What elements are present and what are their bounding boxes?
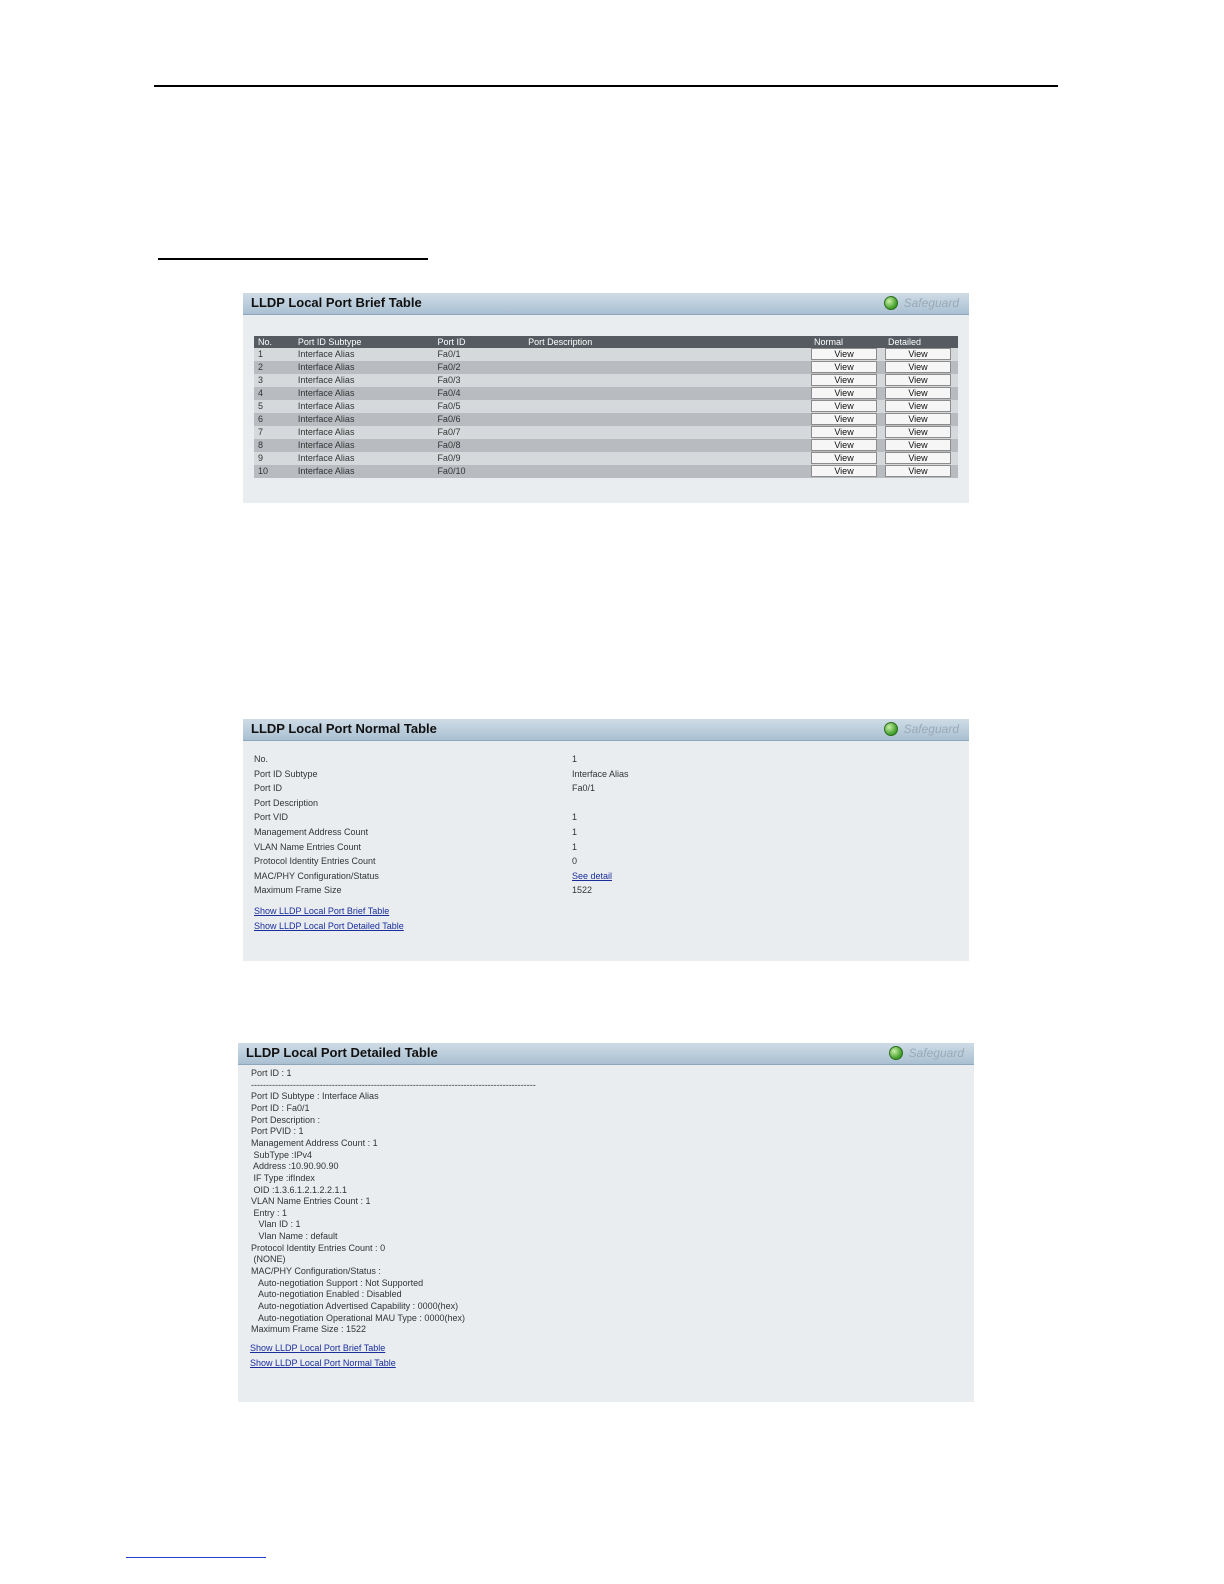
cell-port-description bbox=[524, 413, 810, 426]
cell-port-id-subtype: Interface Alias bbox=[294, 400, 434, 413]
cell-port-description bbox=[524, 361, 810, 374]
table-row bbox=[254, 439, 958, 452]
cell-no: 6 bbox=[254, 413, 294, 426]
detail-line: Port PVID : 1 bbox=[251, 1126, 304, 1137]
cell-no: 8 bbox=[254, 439, 294, 452]
cell-no: 1 bbox=[254, 348, 294, 361]
detailed-view-cell bbox=[884, 426, 958, 439]
col-header-port-description: Port Description bbox=[524, 336, 810, 348]
normal-view-cell bbox=[810, 361, 884, 374]
detail-line: Address :10.90.90.90 bbox=[251, 1161, 339, 1172]
detailed-view-cell bbox=[884, 387, 958, 400]
field-label: Port ID bbox=[254, 783, 283, 794]
safeguard-label: Safeguard bbox=[903, 722, 959, 736]
detail-line: Port Description : bbox=[251, 1114, 321, 1125]
field-label: Port Description bbox=[254, 797, 319, 808]
detail-line: OID :1.3.6.1.2.1.2.2.1.1 bbox=[251, 1184, 348, 1195]
safeguard-status-icon bbox=[884, 296, 898, 310]
cell-port-id-subtype: Interface Alias bbox=[294, 413, 434, 426]
detail-line: (NONE) bbox=[251, 1254, 286, 1265]
detail-line: IF Type :ifIndex bbox=[251, 1172, 315, 1183]
table-row bbox=[254, 361, 958, 374]
field-label: Maximum Frame Size bbox=[254, 885, 342, 896]
detailed-view-button[interactable]: View bbox=[885, 374, 951, 386]
show-brief-table-link[interactable]: Show LLDP Local Port Brief Table bbox=[250, 1343, 386, 1353]
detailed-view-cell bbox=[884, 413, 958, 426]
safeguard-label: Safeguard bbox=[908, 1046, 964, 1060]
cell-port-id: Fa0/7 bbox=[433, 426, 524, 439]
cell-port-id-subtype: Interface Alias bbox=[294, 374, 434, 387]
normal-view-cell bbox=[810, 374, 884, 387]
cell-port-id-subtype: Interface Alias bbox=[294, 452, 434, 465]
detailed-view-button[interactable]: View bbox=[885, 426, 951, 438]
detailed-view-button[interactable]: View bbox=[885, 452, 951, 464]
table-row bbox=[254, 400, 958, 413]
lldp-normal-panel bbox=[243, 719, 969, 961]
page-top-rule bbox=[154, 85, 1058, 87]
field-label: Protocol Identity Entries Count bbox=[254, 856, 376, 867]
brief-table bbox=[254, 336, 958, 478]
detail-line: Auto-negotiation Operational MAU Type : 0000(hex) bbox=[251, 1312, 465, 1323]
normal-view-cell bbox=[810, 439, 884, 452]
detail-line: Maximum Frame Size : 1522 bbox=[251, 1324, 367, 1335]
panel-title: LLDP Local Port Brief Table bbox=[251, 295, 422, 310]
field-value: 1522 bbox=[572, 885, 593, 896]
detail-line: ----------------------------------------------------------------------------------------------- bbox=[251, 1079, 536, 1090]
normal-view-cell bbox=[810, 348, 884, 361]
table-header-row bbox=[254, 336, 958, 348]
cell-no: 9 bbox=[254, 452, 294, 465]
normal-view-cell bbox=[810, 400, 884, 413]
detailed-view-button[interactable]: View bbox=[885, 439, 951, 451]
normal-view-cell bbox=[810, 452, 884, 465]
detailed-view-cell bbox=[884, 465, 958, 478]
cell-port-description bbox=[524, 426, 810, 439]
cell-port-id-subtype: Interface Alias bbox=[294, 361, 434, 374]
detail-line: Auto-negotiation Advertised Capability : 0000(hex) bbox=[251, 1301, 459, 1311]
detailed-view-button[interactable]: View bbox=[885, 361, 951, 373]
detail-line: Port ID Subtype : Interface Alias bbox=[251, 1091, 379, 1102]
cell-port-description bbox=[524, 452, 810, 465]
col-header-normal: Normal bbox=[810, 336, 884, 348]
table-row bbox=[254, 413, 958, 426]
detail-line: Vlan ID : 1 bbox=[251, 1219, 301, 1230]
detailed-view-cell bbox=[884, 439, 958, 452]
normal-view-button[interactable]: View bbox=[811, 374, 877, 386]
table-row bbox=[254, 387, 958, 400]
detail-line: Vlan Name : default bbox=[251, 1231, 338, 1242]
cell-port-id-subtype: Interface Alias bbox=[294, 387, 434, 400]
detailed-view-cell bbox=[884, 348, 958, 361]
detailed-view-cell bbox=[884, 374, 958, 387]
show-brief-table-link[interactable]: Show LLDP Local Port Brief Table bbox=[254, 906, 390, 916]
detail-line: MAC/PHY Configuration/Status : bbox=[251, 1266, 381, 1277]
safeguard-status-icon bbox=[884, 722, 898, 736]
field-value: 1 bbox=[572, 827, 578, 837]
detailed-view-button[interactable]: View bbox=[885, 465, 951, 477]
normal-view-button[interactable]: View bbox=[811, 400, 877, 412]
normal-view-button[interactable]: View bbox=[811, 348, 877, 360]
cell-no: 3 bbox=[254, 374, 294, 387]
lldp-detailed-panel bbox=[238, 1043, 974, 1402]
detail-line: SubType :IPv4 bbox=[251, 1149, 313, 1160]
normal-view-cell bbox=[810, 387, 884, 400]
detail-line: Entry : 1 bbox=[251, 1207, 288, 1218]
table-row bbox=[254, 426, 958, 439]
detailed-view-cell bbox=[884, 452, 958, 465]
cell-port-id-subtype: Interface Alias bbox=[294, 426, 434, 439]
field-label: Management Address Count bbox=[254, 827, 369, 837]
cell-port-id: Fa0/9 bbox=[433, 452, 524, 465]
col-header-no: No. bbox=[254, 336, 294, 348]
detailed-view-button[interactable]: View bbox=[885, 387, 951, 399]
cell-port-description bbox=[524, 348, 810, 361]
normal-view-button[interactable]: View bbox=[811, 452, 877, 464]
panel-title: LLDP Local Port Detailed Table bbox=[246, 1045, 438, 1060]
detail-line: Port ID : Fa0/1 bbox=[251, 1102, 310, 1113]
cell-port-description bbox=[524, 400, 810, 413]
normal-view-button[interactable]: View bbox=[811, 387, 877, 399]
cell-no: 5 bbox=[254, 400, 294, 413]
panel-title-bar bbox=[243, 293, 969, 315]
cell-no: 2 bbox=[254, 361, 294, 374]
cell-no: 10 bbox=[254, 465, 294, 478]
normal-view-cell bbox=[810, 465, 884, 478]
detail-line: Port ID : 1 bbox=[251, 1068, 292, 1078]
field-value: Interface Alias bbox=[572, 768, 629, 779]
safeguard-indicator bbox=[889, 1046, 964, 1060]
normal-view-button[interactable]: View bbox=[811, 465, 877, 477]
cell-port-description bbox=[524, 387, 810, 400]
table-row bbox=[254, 465, 958, 478]
panel-title: LLDP Local Port Normal Table bbox=[251, 721, 437, 736]
normal-view-cell bbox=[810, 426, 884, 439]
cell-port-id: Fa0/4 bbox=[433, 387, 524, 400]
footer-link-underline bbox=[126, 1557, 266, 1558]
detail-line: Auto-negotiation Enabled : Disabled bbox=[251, 1289, 402, 1300]
detail-line: Management Address Count : 1 bbox=[251, 1137, 378, 1148]
panel-title-bar bbox=[238, 1043, 974, 1065]
normal-view-button[interactable]: View bbox=[811, 439, 877, 451]
detail-line: Auto-negotiation Support : Not Supported bbox=[251, 1277, 424, 1288]
detailed-view-cell bbox=[884, 400, 958, 413]
field-value: 1 bbox=[572, 841, 578, 852]
detail-line: VLAN Name Entries Count : 1 bbox=[251, 1196, 371, 1207]
col-header-detailed: Detailed bbox=[884, 336, 958, 348]
field-label: Port VID bbox=[254, 812, 289, 823]
cell-port-id: Fa0/8 bbox=[433, 439, 524, 452]
field-label: No. bbox=[254, 754, 269, 764]
cell-port-description bbox=[524, 439, 810, 452]
detail-line: Protocol Identity Entries Count : 0 bbox=[251, 1242, 386, 1253]
detailed-view-button[interactable]: View bbox=[885, 348, 951, 360]
table-row bbox=[254, 374, 958, 387]
safeguard-indicator bbox=[884, 722, 959, 736]
field-value: 1 bbox=[572, 812, 578, 823]
normal-view-button[interactable]: View bbox=[811, 426, 877, 438]
detailed-view-button[interactable]: View bbox=[885, 400, 951, 412]
field-label: MAC/PHY Configuration/Status bbox=[254, 870, 379, 881]
safeguard-label: Safeguard bbox=[903, 296, 959, 310]
cell-port-id-subtype: Interface Alias bbox=[294, 348, 434, 361]
safeguard-indicator bbox=[884, 296, 959, 310]
field-label: Port ID Subtype bbox=[254, 768, 318, 779]
field-value: 0 bbox=[572, 856, 578, 867]
cell-port-id: Fa0/6 bbox=[433, 413, 524, 426]
cell-port-id-subtype: Interface Alias bbox=[294, 439, 434, 452]
cell-no: 4 bbox=[254, 387, 294, 400]
detailed-view-cell bbox=[884, 361, 958, 374]
cell-port-id: Fa0/5 bbox=[433, 400, 524, 413]
cell-port-id: Fa0/1 bbox=[433, 348, 524, 361]
cell-port-id-subtype: Interface Alias bbox=[294, 465, 434, 478]
field-value: 1 bbox=[572, 754, 578, 764]
cell-port-id: Fa0/3 bbox=[433, 374, 524, 387]
field-label: VLAN Name Entries Count bbox=[254, 841, 362, 852]
show-detailed-table-link[interactable]: Show LLDP Local Port Detailed Table bbox=[254, 921, 404, 931]
safeguard-status-icon bbox=[889, 1046, 903, 1060]
table-row bbox=[254, 452, 958, 465]
show-normal-table-link[interactable]: Show LLDP Local Port Normal Table bbox=[250, 1358, 396, 1368]
normal-view-cell bbox=[810, 413, 884, 426]
cell-no: 7 bbox=[254, 426, 294, 439]
col-header-port-id: Port ID bbox=[433, 336, 524, 348]
table-row bbox=[254, 348, 958, 361]
field-value: Fa0/1 bbox=[572, 783, 596, 794]
cell-port-id: Fa0/10 bbox=[433, 465, 524, 478]
normal-view-button[interactable]: View bbox=[811, 413, 877, 425]
col-header-port-id-subtype: Port ID Subtype bbox=[294, 336, 434, 348]
cell-port-description bbox=[524, 465, 810, 478]
see-detail-link[interactable]: See detail bbox=[572, 870, 613, 881]
lldp-brief-panel bbox=[243, 293, 969, 503]
section-heading-underline bbox=[158, 258, 428, 260]
cell-port-description bbox=[524, 374, 810, 387]
cell-port-id: Fa0/2 bbox=[433, 361, 524, 374]
normal-view-button[interactable]: View bbox=[811, 361, 877, 373]
detailed-view-button[interactable]: View bbox=[885, 413, 951, 425]
panel-title-bar bbox=[243, 719, 969, 741]
